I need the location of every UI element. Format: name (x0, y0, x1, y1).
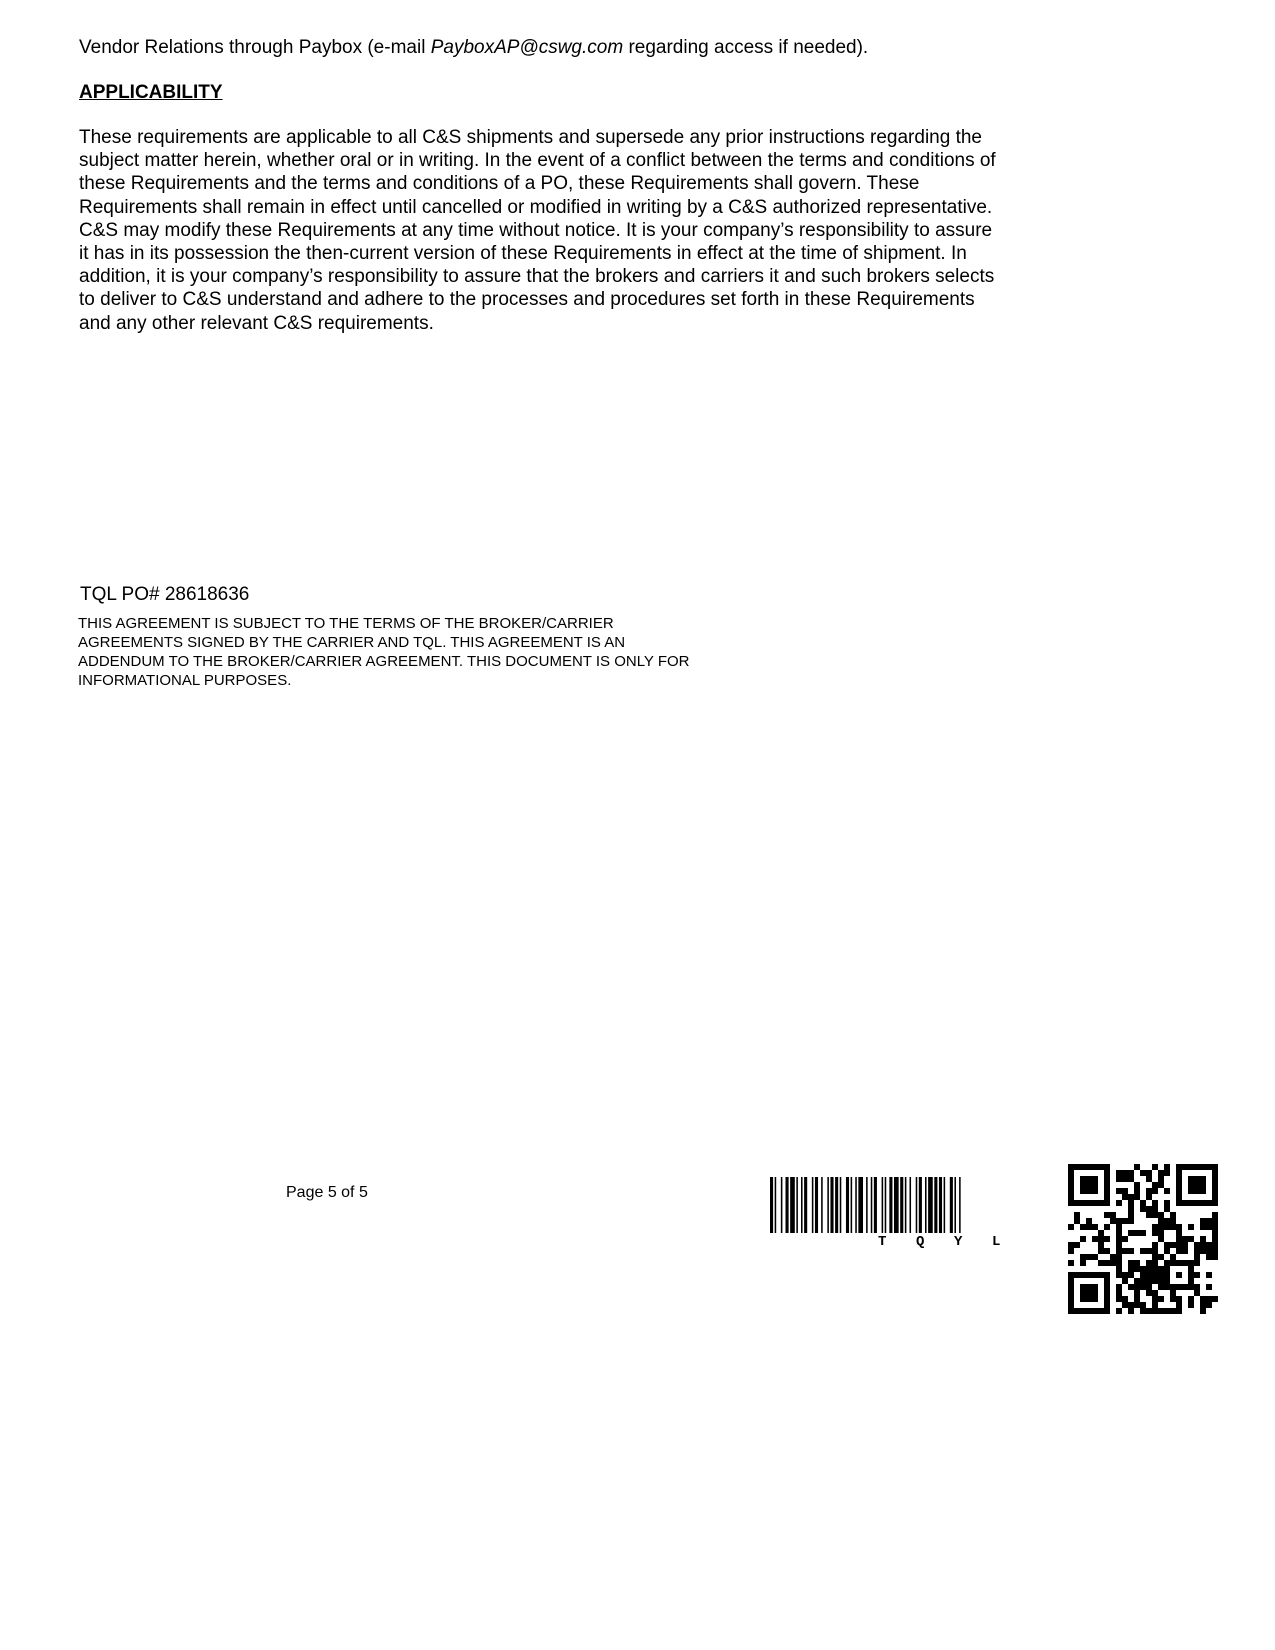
intro-line (79, 36, 868, 59)
barcode-caption (770, 1234, 1052, 1250)
qr-code (1068, 1164, 1218, 1314)
po-number: TQL PO# 28618636 (80, 584, 250, 605)
paragraph-line: Requirements shall remain in effect until cancelled or modified in writing by a C&S authorized representative. (79, 196, 993, 218)
barcode-bars (770, 1177, 1052, 1233)
paragraph-line: These requirements are applicable to all C&S shipments and supersede any prior instructions regarding the (79, 127, 982, 148)
disclaimer-line: INFORMATIONAL PURPOSES. (78, 672, 292, 689)
intro-text-before: Vendor Relations through Paybox (e-mail (79, 37, 431, 58)
disclaimer-line: AGREEMENTS SIGNED BY THE CARRIER AND TQL. THIS AGREEMENT IS AN (78, 634, 626, 651)
qr-code-modules (1068, 1164, 1218, 1314)
paragraph-line: C&S may modify these Requirements at any time without notice. It is your company’s responsibility to assure (79, 219, 993, 241)
disclaimer-line: ADDENDUM TO THE BROKER/CARRIER AGREEMENT. THIS DOCUMENT IS ONLY FOR (78, 653, 690, 670)
applicability-heading: APPLICABILITY (79, 82, 223, 103)
disclaimer-line: THIS AGREEMENT IS SUBJECT TO THE TERMS OF THE BROKER/CARRIER (78, 615, 614, 632)
disclaimer-text (78, 614, 689, 690)
paragraph-line: it has in its possession the then-current version of these Requirements in effect at the time of shipment. In (79, 243, 967, 265)
intro-text-after: regarding access if needed). (623, 37, 869, 58)
paragraph-line: and any other relevant C&S requirements. (79, 312, 434, 334)
page-number: Page 5 of 5 (286, 1184, 368, 1201)
barcode-char: Q (916, 1234, 925, 1250)
paragraph-line: addition, it is your company’s responsibility to assure that the brokers and carriers it and such brokers selects (79, 266, 995, 288)
paragraph-line: subject matter herein, whether oral or in writing. In the event of a conflict between the terms and conditions of (79, 150, 996, 172)
applicability-paragraph (79, 126, 1089, 335)
barcode (770, 1177, 1052, 1253)
paragraph-line: to deliver to C&S understand and adhere to the processes and procedures set forth in these Requirements (79, 289, 975, 311)
paybox-email: PayboxAP@cswg.com (430, 37, 624, 58)
paragraph-line: these Requirements and the terms and conditions of a PO, these Requirements shall govern. These (79, 173, 920, 195)
barcode-char: L (992, 1234, 1001, 1250)
barcode-char: Y (954, 1234, 963, 1250)
barcode-char: T (878, 1234, 887, 1250)
